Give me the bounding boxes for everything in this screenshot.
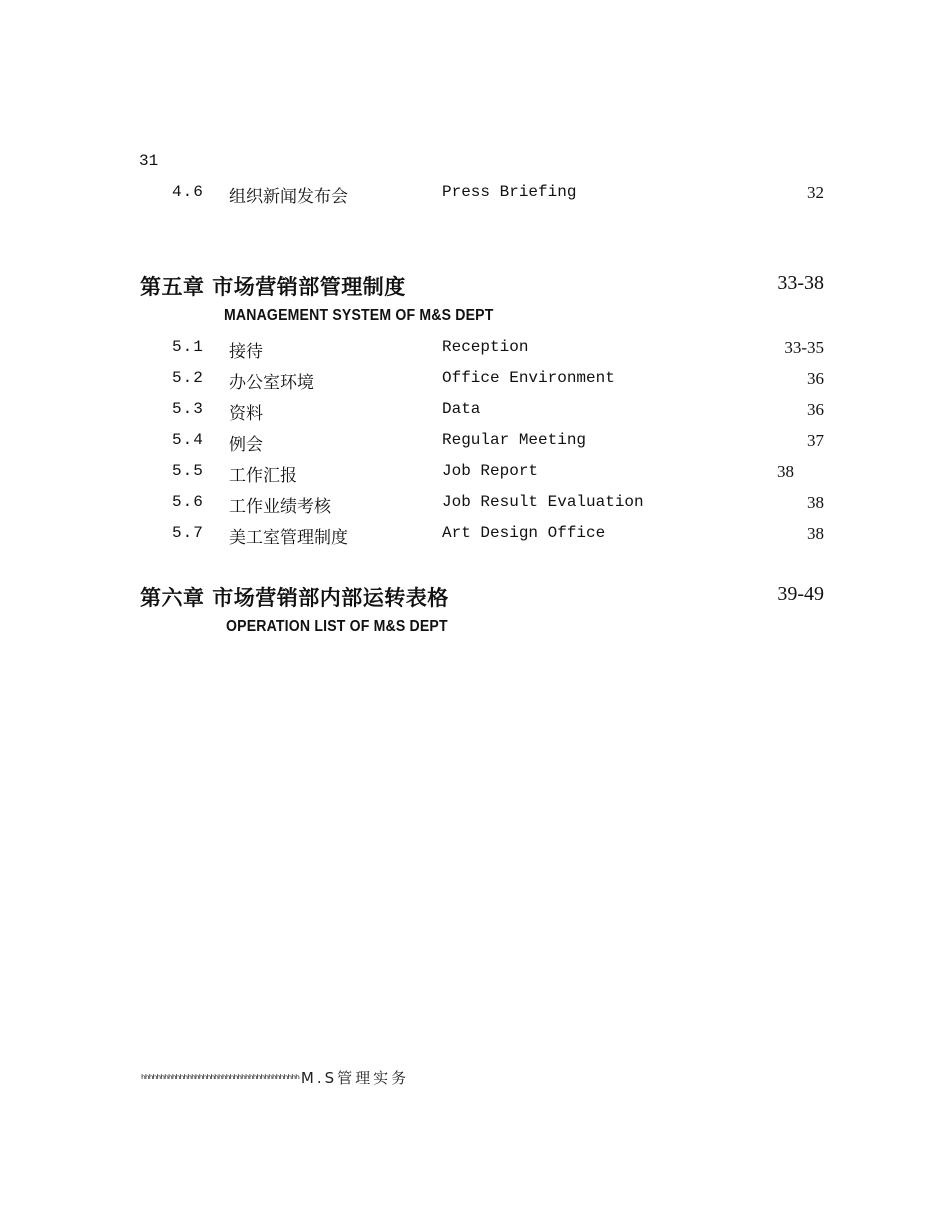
toc-item-title-cn: 工作汇报: [229, 466, 297, 486]
toc-item-title-en: Art Design Office: [442, 524, 606, 542]
page-number-top: 31: [139, 152, 159, 170]
toc-item-page: 36: [807, 400, 824, 419]
toc-item-page: 32: [807, 183, 824, 202]
footer-title: M.S管理实务: [300, 1069, 410, 1087]
toc-item-number: 5.6: [172, 493, 204, 511]
toc-item-title-en: Job Report: [442, 462, 539, 480]
chapter-subtitle-en: OPERATION LIST OF M&S DEPT: [226, 618, 448, 635]
toc-item-title-cn: 办公室环境: [229, 373, 314, 393]
toc-item-page: 38: [777, 462, 794, 481]
toc-item-title-cn: 工作业绩考核: [229, 497, 331, 517]
toc-item-number: 5.1: [172, 338, 204, 356]
toc-item-page: 36: [807, 369, 824, 388]
toc-item-title-en: Job Result Evaluation: [442, 493, 644, 511]
toc-item-title-en: Press Briefing: [442, 183, 577, 201]
toc-item-number: 4.6: [172, 183, 204, 201]
chapter-title: 第六章 市场营销部内部运转表格: [140, 586, 449, 610]
toc-item-title-cn: 资料: [229, 404, 263, 424]
toc-item-page: 38: [807, 493, 824, 512]
toc-item-title-cn: 美工室管理制度: [229, 528, 348, 548]
chapter-title: 第五章 市场营销部管理制度: [140, 275, 406, 299]
page-footer: [141, 1067, 409, 1088]
toc-item-number: 5.4: [172, 431, 204, 449]
toc-item-number: 5.5: [172, 462, 204, 480]
chapter-page-range: 39-49: [777, 583, 824, 605]
toc-item-title-en: Office Environment: [442, 369, 615, 387]
chapter-page-range: 33-38: [777, 272, 824, 294]
toc-item-title-cn: 接待: [229, 342, 263, 362]
footer-ornament: ʰʰʰʰʰʰʰʰʰʰʰʰʰʰʰʰʰʰʰʰʰʰʰʰʰʰʰʰʰʰʰʰʰʰʰʰʰʰʰʰʰ: [141, 1072, 299, 1086]
toc-item-title-en: Reception: [442, 338, 529, 356]
toc-item-title-en: Data: [442, 400, 481, 418]
toc-item-title-cn: 组织新闻发布会: [229, 187, 348, 207]
toc-item-page: 33-35: [784, 338, 824, 357]
toc-item-number: 5.7: [172, 524, 204, 542]
toc-item-number: 5.2: [172, 369, 204, 387]
toc-item-page: 38: [807, 524, 824, 543]
toc-item-number: 5.3: [172, 400, 204, 418]
toc-item-page: 37: [807, 431, 824, 450]
toc-item-title-en: Regular Meeting: [442, 431, 587, 449]
toc-item-title-cn: 例会: [229, 435, 263, 455]
chapter-subtitle-en: MANAGEMENT SYSTEM OF M&S DEPT: [224, 307, 494, 324]
